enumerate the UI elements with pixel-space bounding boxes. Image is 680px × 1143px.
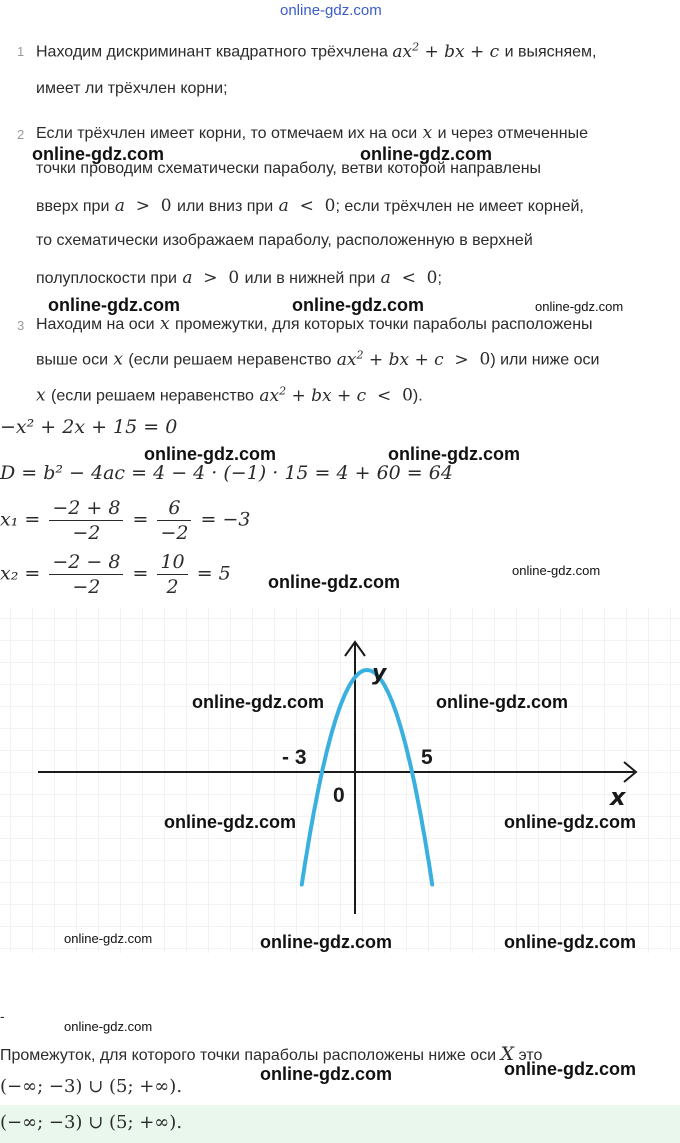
watermark: online-gdz.com (504, 1059, 636, 1079)
step-line: Находим дискриминант квадратного трёхчлена $ax^2$ + bx + c и выясняем, (36, 40, 597, 62)
step-line: Если трёхчлен имеет корни, то отмечаем их на оси x и через отмеченные (36, 123, 588, 143)
step-number: 3 (17, 318, 25, 333)
answer-interval: (−∞; −3) ∪ (5; +∞). (0, 1112, 183, 1133)
watermark: online-gdz.com (504, 932, 636, 952)
watermark: online-gdz.com (360, 144, 492, 164)
watermark: online-gdz.com (192, 692, 324, 712)
watermark: online-gdz.com (64, 931, 153, 946)
step-line: полуплоскости при a > 0 или в нижней при a < 0; (36, 268, 442, 288)
equation-x1: x₁ = $\frac{-2 + 8}{-2}$ = $\frac{6}{-2}$ = −3 (0, 497, 251, 544)
watermark: online-gdz.com (292, 295, 424, 315)
step-line: имеет ли трёхчлен корни; (36, 80, 228, 97)
step-number: 2 (17, 127, 25, 142)
watermark: online-gdz.com (260, 932, 392, 952)
equation-discriminant: D = b² − 4ac = 4 − 4 · (−1) · 15 = 4 + 60 = 64 (0, 462, 453, 484)
conclusion-dash: - (0, 1008, 5, 1024)
watermark: online-gdz.com (504, 812, 636, 832)
graph-grid (0, 608, 680, 953)
root-left-label: - 3 (282, 746, 307, 769)
step-line: вверх при a > 0 или вниз при a < 0; если трёхчлен не имеет корней, (36, 196, 584, 216)
watermark: online-gdz.com (32, 144, 164, 164)
equation-quadratic: −x² + 2x + 15 = 0 (0, 416, 178, 438)
conclusion-interval: (−∞; −3) ∪ (5; +∞). (0, 1076, 183, 1097)
y-axis-label: y (372, 661, 387, 686)
watermark: online-gdz.com (512, 563, 601, 578)
watermark: online-gdz.com (260, 1064, 392, 1084)
watermark: online-gdz.com (388, 444, 520, 464)
watermark: online-gdz.com (268, 572, 400, 592)
x-axis-label: x (610, 783, 626, 811)
step-line: точки проводим схематически параболу, ветви которой направлены (36, 160, 542, 177)
header-watermark[interactable]: online-gdz.com (280, 2, 382, 19)
origin-label: 0 (333, 784, 345, 807)
step-line: Находим на оси x промежутки, для которых точки параболы расположены (36, 314, 593, 334)
watermark: online-gdz.com (48, 295, 180, 315)
watermark: online-gdz.com (535, 299, 624, 314)
step-line: x (если решаем неравенство $ax^2$ + bx + c < 0). (36, 384, 423, 406)
watermark: online-gdz.com (164, 812, 296, 832)
root-right-label: 5 (421, 746, 433, 769)
equation-x2: x₂ = $\frac{-2 - 8}{-2}$ = $\frac{10}{2}$ = 5 (0, 551, 231, 598)
watermark: online-gdz.com (64, 1019, 153, 1034)
step-line: то схематически изображаем параболу, расположенную в верхней (36, 232, 533, 249)
watermark: online-gdz.com (436, 692, 568, 712)
conclusion-text: Промежуток, для которого точки параболы расположены ниже оси X это (0, 1043, 543, 1065)
parabola-graph (0, 608, 680, 953)
step-line: выше оси x (если решаем неравенство $ax^2$ + bx + c > 0) или ниже оси (36, 348, 600, 370)
step-number: 1 (17, 44, 25, 59)
watermark: online-gdz.com (144, 444, 276, 464)
